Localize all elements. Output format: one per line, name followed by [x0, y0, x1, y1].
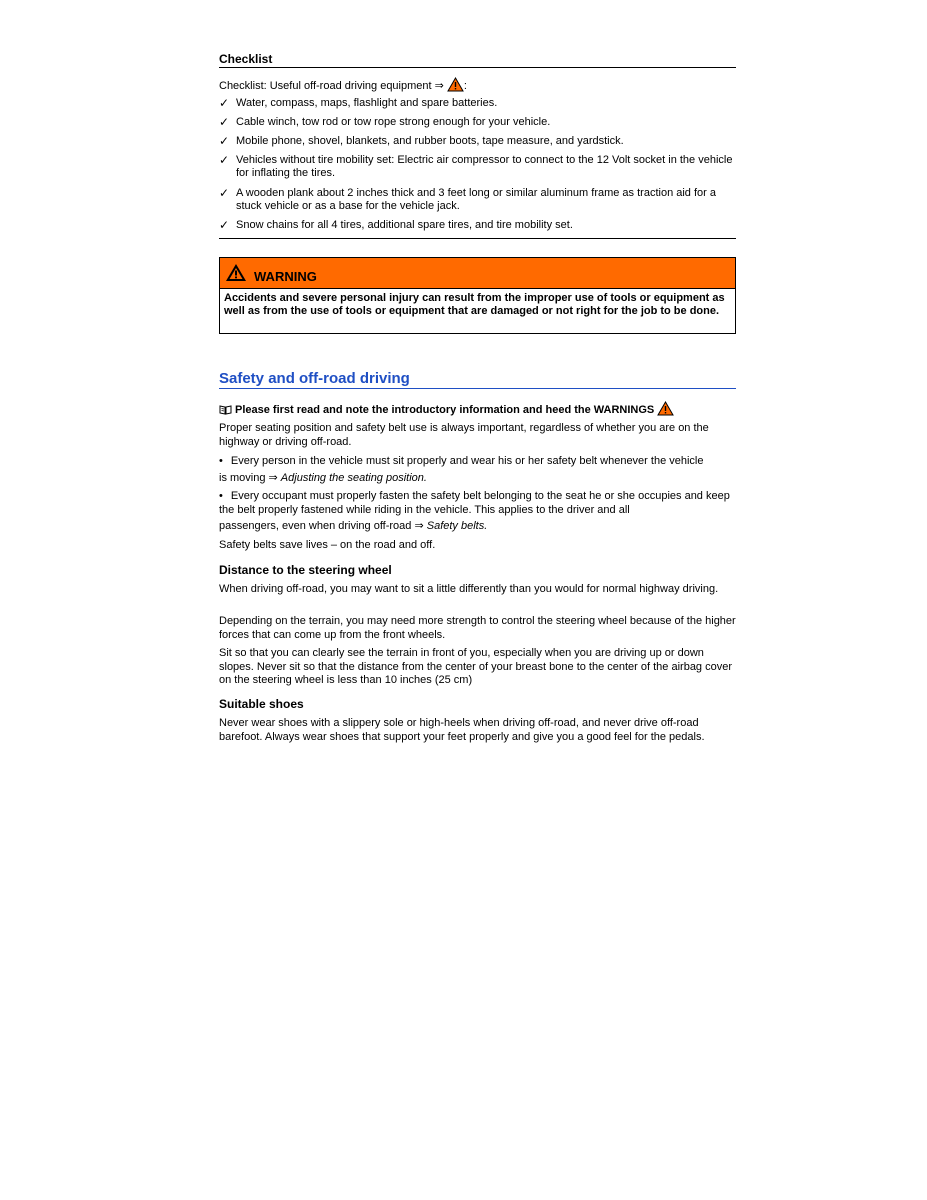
bullet-continuation [219, 472, 736, 486]
checklist-item-text: Cable winch, tow rod or tow rope strong enough for your vehicle. [236, 116, 551, 128]
checklist-item-text: Snow chains for all 4 tires, additional spare tires, and tire mobility set. [236, 219, 573, 231]
checklist-item-text: Mobile phone, shovel, blankets, and rubber boots, tape measure, and yardstick. [236, 135, 624, 147]
checklist-item [219, 97, 736, 110]
bullet-item [219, 455, 736, 469]
bullet-text: Every person in the vehicle must sit properly and wear his or her safety belt whenever the vehicle [230, 455, 704, 467]
cross-reference-link[interactable]: Safety belts. [426, 520, 488, 532]
read-note-text: Please first read and note the introductory information and heed the WARNINGS [235, 404, 655, 416]
warning-text: Accidents and severe personal injury can result from the improper use of tools or equipment as well as from the use of tools or equipment that are damaged or not right for the job to be done. [224, 292, 725, 317]
paragraph: When driving off-road, you may want to sit a little differently than you would for normal highway driving. [219, 583, 719, 595]
bullet-text: Every occupant must properly fasten the safety belt belonging to the seat he or she occupies and keep the belt properly fastened while riding in the vehicle. This applies to the driver and all [219, 490, 730, 516]
check-icon: ✓ [219, 153, 230, 167]
bullet-continuation [219, 520, 736, 534]
check-icon: ✓ [219, 115, 230, 129]
checklist-item-text: Vehicles without tire mobility set: Electric air compressor to connect to the 12 Volt socket in the vehicle for inflating the tires. [236, 154, 733, 179]
bullet-cont-text: is moving ⇒ [219, 472, 278, 484]
checklist-item [219, 187, 736, 213]
section-title: Safety and off-road driving [219, 370, 736, 389]
checklist-item [219, 154, 736, 180]
checklist-item-text: Water, compass, maps, flashlight and spare batteries. [236, 97, 498, 109]
checklist-intro-text: Checklist: Useful off-road driving equipment ⇒ [219, 80, 444, 92]
warning-triangle-icon [225, 263, 247, 285]
paragraph: Safety belts save lives – on the road and off. [219, 539, 436, 551]
subheading-distance: Distance to the steering wheel [219, 563, 392, 577]
checklist-intro [219, 77, 736, 97]
check-icon: ✓ [219, 134, 230, 148]
checklist-item [219, 116, 736, 129]
read-note [219, 401, 736, 420]
checklist-item [219, 219, 736, 232]
book-icon [219, 404, 232, 419]
paragraph: Sit so that you can clearly see the terrain in front of you, especially when you are driving up or down slopes. Never sit so that the distance from the center of your breast bone to the center of the airbag cover on the steering wheel is less than 10 inches (25 cm) [219, 647, 733, 686]
checklist-item [219, 135, 736, 148]
bullet-item [219, 490, 736, 517]
checklist-intro-suffix: : [463, 80, 467, 92]
checklist-end-rule [219, 238, 736, 239]
subheading-shoes: Suitable shoes [219, 697, 304, 711]
paragraph: Never wear shoes with a slippery sole or high-heels when driving off-road, and never drive off-road barefoot. Always wear shoes that support your feet properly and give you a good feel for the pedals. [219, 717, 705, 743]
warning-box [219, 257, 736, 334]
cross-reference-link[interactable]: Adjusting the seating position. [280, 472, 427, 484]
bullet-cont-text: passengers, even when driving off-road ⇒ [219, 520, 424, 532]
bullet-glyph: • [219, 455, 223, 467]
bullet-glyph: • [219, 490, 223, 502]
checklist-item-text: A wooden plank about 2 inches thick and 3 feet long or similar aluminum frame as traction aid for a stuck vehicle or as a base for the vehicle jack. [236, 187, 716, 212]
warning-triangle-icon [657, 401, 674, 420]
paragraph: Proper seating position and safety belt use is always important, regardless of whether you are on the highway or driving off-road. [219, 422, 709, 448]
check-icon: ✓ [219, 218, 230, 232]
warning-label: WARNING [254, 269, 317, 284]
warning-triangle-icon [447, 77, 464, 97]
checklist-heading: Checklist [219, 52, 736, 68]
warning-header [220, 258, 735, 289]
paragraph: Depending on the terrain, you may need more strength to control the steering wheel because of the higher forces that can come up from the front wheels. [219, 615, 736, 641]
check-icon: ✓ [219, 186, 230, 200]
check-icon: ✓ [219, 96, 230, 110]
